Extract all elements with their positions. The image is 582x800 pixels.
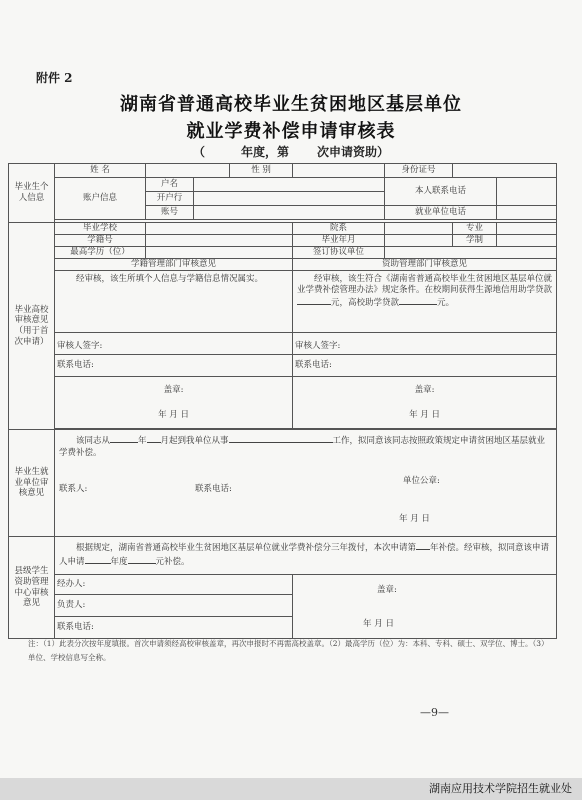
county-handler-label: 经办人: bbox=[57, 579, 86, 590]
status-contact-phone-label: 联系电话: bbox=[57, 360, 94, 371]
student-number-label: 学籍号 bbox=[55, 235, 146, 247]
aid-opinion-text-c: 元。 bbox=[437, 298, 455, 309]
county-seal-area bbox=[293, 575, 557, 639]
department-field[interactable] bbox=[385, 223, 453, 235]
employer-phone-label: 联系电话: bbox=[195, 483, 232, 494]
footnote: 注：（1）此表分次按年度填报。首次申请须经高校审核盖章，再次申报时不再需高校盖章。（2）最高学历（位）为：本科、专科、硕士、双学位、博士。（3）单位、学校信息写全称。 bbox=[28, 639, 549, 663]
student-number-field[interactable] bbox=[146, 235, 293, 247]
account-number-label: 账号 bbox=[146, 206, 194, 220]
school-label: 毕业学校 bbox=[55, 223, 146, 235]
major-field[interactable] bbox=[497, 223, 557, 235]
highest-degree-field[interactable] bbox=[146, 247, 293, 259]
job-type-blank[interactable] bbox=[229, 433, 333, 443]
employer-review-section-label: 毕业生就业单位审核意见 bbox=[9, 430, 55, 537]
employer-text-a: 该同志从 bbox=[76, 436, 111, 446]
grad-date-field[interactable] bbox=[385, 235, 453, 247]
school-review-section-label: 毕业高校审核意见（用于首次申请） bbox=[9, 223, 55, 430]
gender-field[interactable] bbox=[293, 164, 385, 178]
highest-degree-label: 最高学历（位） bbox=[55, 247, 146, 259]
account-number-field[interactable] bbox=[194, 206, 385, 220]
employer-contact-label: 联系人: bbox=[59, 483, 88, 494]
employer-phone-label: 就业单位电话 bbox=[385, 206, 497, 220]
employer-text-b: 年 bbox=[138, 436, 147, 446]
aid-reviewer-sign-label: 审核人签字: bbox=[295, 341, 341, 352]
account-name-field[interactable] bbox=[194, 178, 385, 192]
county-principal bbox=[55, 595, 293, 617]
status-opinion-text: 经审核，该生所填个人信息与学籍信息情况属实。 bbox=[76, 274, 264, 284]
aid-opinion-text-a: 经审核，该生符合《湖南省普通高校毕业生贫困地区基层单位就业学费补偿管理办法》规定条件。在校期间获得生源地信用助学贷款 bbox=[297, 274, 553, 295]
title-line-1: 湖南省普通高校毕业生贫困地区基层单位 bbox=[120, 94, 462, 115]
application-period bbox=[0, 143, 582, 160]
apply-year-blank[interactable] bbox=[85, 554, 111, 564]
bank-label: 开户行 bbox=[146, 192, 194, 206]
county-seal-label: 盖章: bbox=[377, 585, 397, 595]
aid-seal-label: 盖章: bbox=[414, 384, 435, 395]
application-form-table bbox=[8, 163, 557, 639]
contact-phone-field[interactable] bbox=[497, 178, 557, 206]
contact-phone-label: 本人联系电话 bbox=[385, 178, 497, 206]
employer-text-c: 月起到我单位从事 bbox=[160, 436, 229, 446]
aid-contact-phone-label: 联系电话: bbox=[295, 360, 332, 371]
title-line-2: 就业学费补偿申请审核表 bbox=[186, 121, 396, 142]
id-number-field[interactable] bbox=[453, 164, 557, 178]
subsidy-year-blank[interactable] bbox=[416, 540, 430, 550]
county-opinion bbox=[55, 537, 557, 575]
id-number-label: 身份证号 bbox=[385, 164, 453, 178]
aid-opinion-text-b: 元，高校助学贷款 bbox=[331, 298, 400, 309]
employer-phone-field[interactable] bbox=[497, 206, 557, 220]
county-principal-label: 负责人: bbox=[57, 600, 86, 611]
account-name-label: 户名 bbox=[146, 178, 194, 192]
name-label: 姓 名 bbox=[55, 164, 146, 178]
aid-seal-date: 年 月 日 bbox=[409, 409, 440, 420]
status-seal-area bbox=[55, 377, 293, 429]
county-text-d: 元补偿。 bbox=[155, 557, 190, 568]
paren-year: 年度，第 bbox=[240, 145, 289, 159]
signed-unit-field[interactable] bbox=[385, 247, 557, 259]
account-info-label: 账户信息 bbox=[55, 178, 146, 220]
name-field[interactable] bbox=[146, 164, 230, 178]
aid-seal-area bbox=[293, 377, 557, 429]
employer-opinion bbox=[59, 433, 552, 460]
grad-date-label: 毕业年月 bbox=[293, 235, 385, 247]
status-reviewer-sign-label: 审核人签字: bbox=[57, 341, 103, 352]
county-phone-label: 联系电话: bbox=[57, 622, 94, 633]
attachment-label: 附件 2 bbox=[36, 71, 73, 85]
status-reviewer-sign bbox=[55, 333, 293, 355]
status-seal-date: 年 月 日 bbox=[158, 409, 189, 420]
aid-reviewer-sign bbox=[293, 333, 557, 355]
local-loan-blank[interactable] bbox=[297, 295, 331, 305]
signed-unit-label: 签订协议单位 bbox=[293, 247, 385, 259]
school-loan-blank[interactable] bbox=[399, 295, 437, 305]
paren-open: （ bbox=[192, 145, 205, 159]
status-seal-label: 盖章: bbox=[163, 384, 184, 395]
employer-sign-area bbox=[59, 460, 552, 532]
county-text-a: 根据规定，湖南省普通高校毕业生贫困地区基层单位就业学费补偿分三年拨付，本次申请第 bbox=[76, 543, 417, 553]
aid-contact-phone bbox=[293, 355, 557, 377]
program-length-field[interactable] bbox=[497, 235, 557, 247]
page-number: —9— bbox=[420, 706, 449, 719]
paren-batch: 次申请资助） bbox=[317, 145, 390, 159]
bank-field[interactable] bbox=[194, 192, 385, 206]
aid-dept-title: 资助管理部门审核意见 bbox=[293, 259, 557, 271]
status-contact-phone bbox=[55, 355, 293, 377]
county-text-b: 年补偿。经审核，拟同意该申请人申请 bbox=[59, 543, 550, 568]
employer-seal-date: 年 月 日 bbox=[399, 513, 430, 524]
major-label: 专业 bbox=[453, 223, 497, 235]
start-month-blank[interactable] bbox=[147, 433, 161, 443]
county-review-section-label: 县级学生资助管理中心审核意见 bbox=[9, 537, 55, 639]
grad-info-section-label: 毕业生个人信息 bbox=[9, 164, 55, 223]
department-label: 院系 bbox=[293, 223, 385, 235]
county-handler bbox=[55, 575, 293, 595]
employer-text-d: 工作，拟同意该同志按照政策规定申请贫困地区基层就业学费补偿。 bbox=[59, 436, 546, 459]
aid-dept-opinion bbox=[293, 271, 557, 333]
school-field[interactable] bbox=[146, 223, 293, 235]
gender-label: 性 别 bbox=[230, 164, 293, 178]
program-length-label: 学制 bbox=[453, 235, 497, 247]
status-dept-title: 学籍管理部门审核意见 bbox=[55, 259, 293, 271]
footer-watermark: 湖南应用技术学院招生就业处 bbox=[429, 782, 572, 795]
status-dept-opinion bbox=[55, 271, 293, 333]
county-phone bbox=[55, 617, 293, 639]
employer-review-area bbox=[55, 430, 557, 537]
employer-seal-label: 单位公章: bbox=[403, 475, 440, 486]
start-year-blank[interactable] bbox=[110, 433, 138, 443]
county-text-c: 年度 bbox=[110, 557, 128, 568]
county-seal-date: 年 月 日 bbox=[363, 619, 394, 629]
amount-blank[interactable] bbox=[128, 554, 156, 564]
